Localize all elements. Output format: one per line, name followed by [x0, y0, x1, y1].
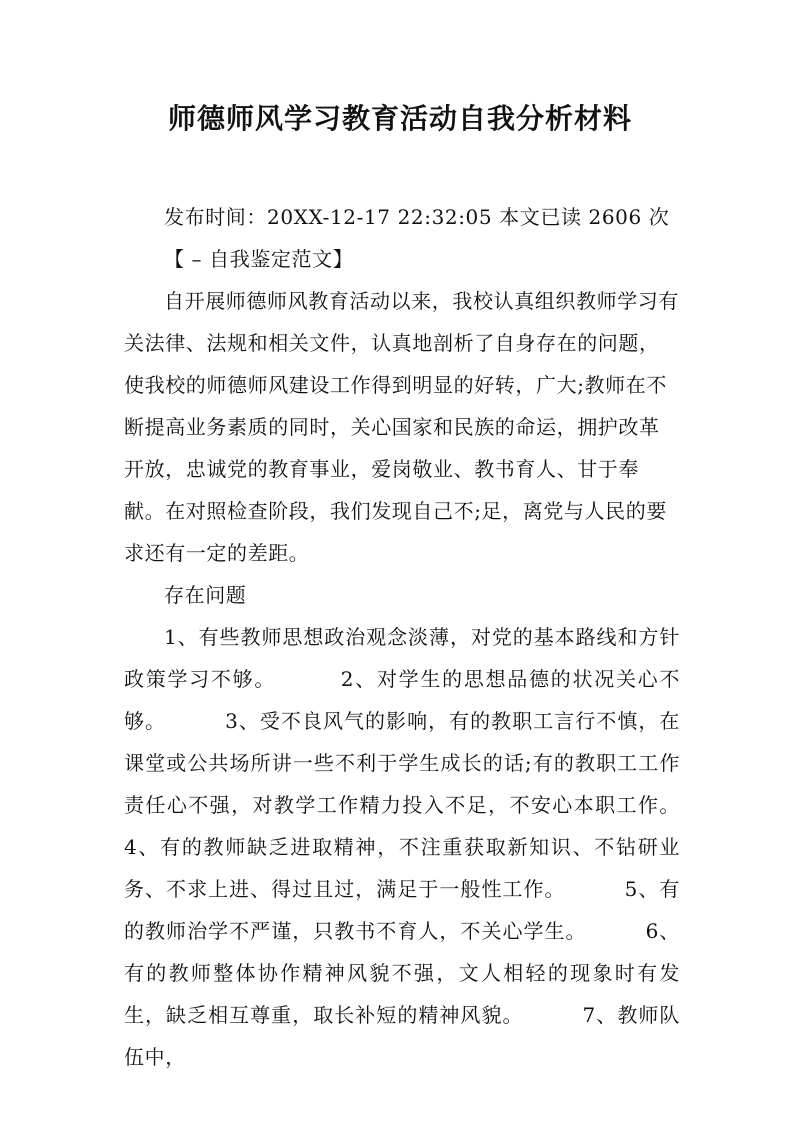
- document-meta: [124, 196, 680, 280]
- section-heading: 存在问题: [164, 583, 247, 607]
- intro-paragraph: 自开展师德师风教育活动以来，我校认真组织教师学习有关法律、法规和相关文件，认真地剖析了自身存在的问题，使我校的师德师风建设工作得到明显的好转，广大;教师在不断提高业务素质的同时，关心国家和民族的命运，拥护改革开放，忠诚党的教育事业，爱岗敬业、教书育人、甘于奉献。在对照检查阶段，我们发现自己不;足，离党与人民的要求还有一定的差距。: [124, 289, 679, 565]
- problems-paragraph: 1、有些教师思想政治观念淡薄，对党的基本路线和方针政策学习不够。 2、对学生的思想品德的状况关心不够。 3、受不良风气的影响，有的教职工言行不慎，在课堂或公共场所讲一些不利于学生成长的话;有的教职工工作责任心不强，对教学工作精力投入不足，不安心本职工作。 4、有的教师缺乏进取精神，不注重获取新知识、不钻研业务、不求上进、得过且过，满足于一般性工作。 5、有的教师治学不严谨，只教书不育人，不关心学生。 6、有的教师整体协作精神风貌不强，文人相轻的现象时有发生，缺乏相互尊重，取长补短的精神风貌。 7、教师队伍中，: [124, 625, 687, 1069]
- publish-info-line: 发布时间：20XX-12-17 22:32:05 本文已读 2606 次: [164, 205, 670, 229]
- document-title: 师德师风学习教育活动自我分析材料: [167, 102, 632, 135]
- category-line: 【 – 自我鉴定范文】: [164, 247, 354, 271]
